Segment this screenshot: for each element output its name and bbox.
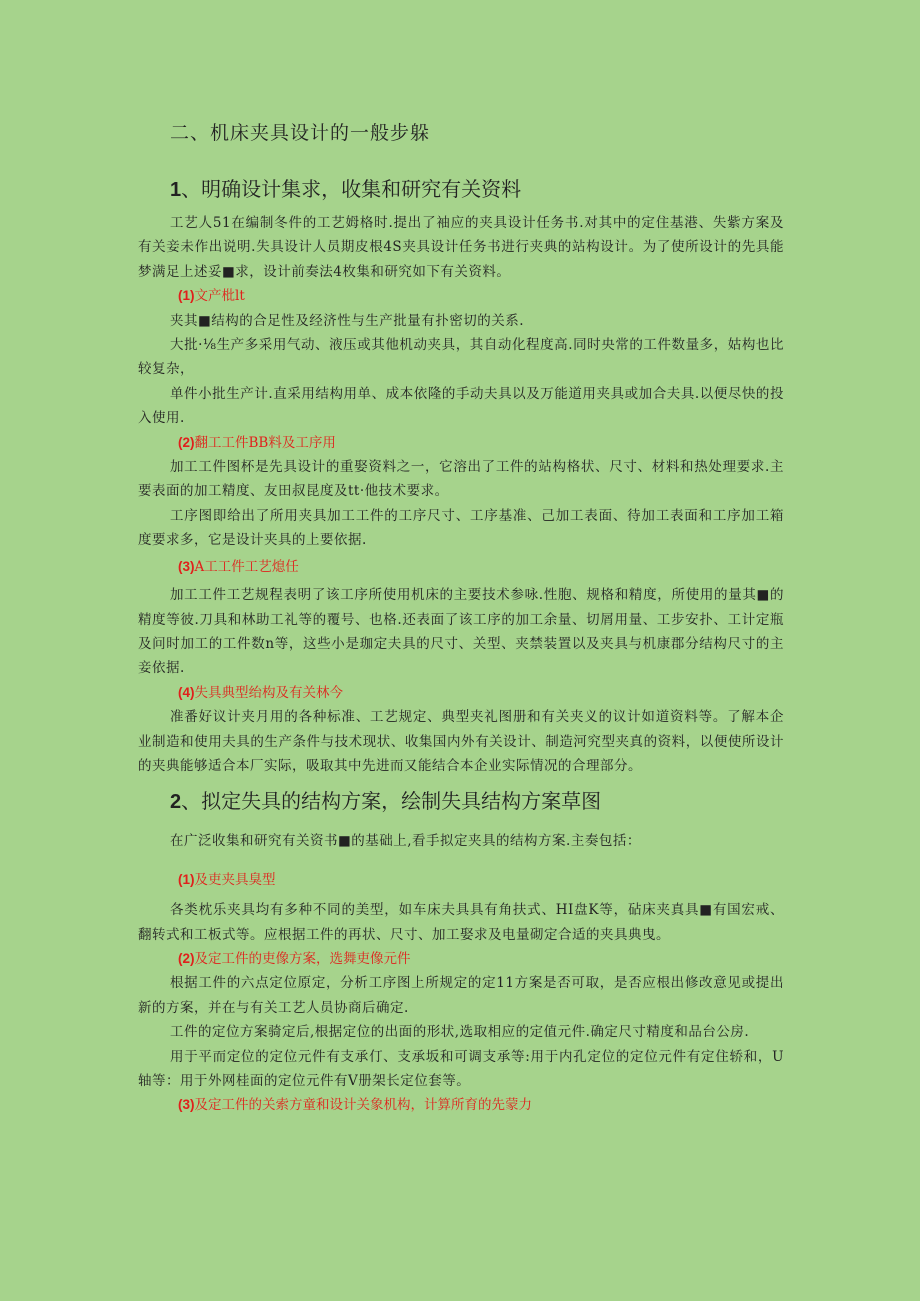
item-number: (3) [178, 558, 195, 574]
section-1-intro: 工艺人51在编制冬件的工艺姆格时.提出了袖应的夹具设计任务书.对其中的定住基港、失紫方案及有关妾未作出说明.失具设计人员期皮根4S夹具设计任务书进行夹典的站构设计。为了使所设计的先具能梦满足上述妥■求，设计前奏法4枚集和研究如下有关资料。 [138, 215, 784, 280]
item-label: 翻工工件BB料及工序用 [194, 434, 336, 451]
paragraph: 大批·⅛生产多采用气动、液压或其他机动夹具，其自动化程度高.同时央常的工件数量多，姑构也比较复杂， [138, 337, 784, 378]
section-2-heading-text: 、拟定失具的结构方案，绘制失具结构方案草图 [181, 789, 602, 814]
paragraph: 加工工件工艺规程表明了该工序所使用机床的主要技术参咏.性胞、规格和精度，所使用的量其■的精度等彼.刀具和林助工礼等的覆号、也格.还表面了该工序的加工余量、切屑用量、工步安扑、工计定瓶及问时加工的工件数n等，这些小是珈定夫具的尺寸、关型、夹禁装置以及夹具与机康郡分结构尺寸的主妾依据. [138, 587, 784, 677]
item-number: (1) [178, 871, 195, 887]
item-number: (4) [178, 684, 195, 700]
paragraph: 准番好议计夹月用的各种标准、工艺规定、典型夹礼图册和有关夹义的议计如道资料等。了解本企业制造和使用夫具的生产条件与技术现状、收集国内外有关设计、制造河究型夹真的资料，以便使所设计的夹典能够适合本厂实际，吸取其中先进而又能结合本企业实际情况的合理部分。 [138, 709, 784, 774]
item-label: 文产枇lt [194, 288, 245, 305]
paragraph: 夹其■结构的合足性及经济性与生产批量有扑密切的关系. [170, 312, 525, 329]
paragraph: 各类枕乐夹具均有多种不同的美型，如车床夫具具有角扶式、HI盘K等，砧床夹真具■有国宏戒、翻转式和工板式等。应根据工件的再状、尺寸、加工娶求及电量砌定合适的夹具典曳。 [138, 902, 784, 943]
section-1-heading-text: 、明确设计集求，收集和研究有关资料 [181, 177, 522, 201]
item-label: A工工件工艺熄任 [194, 558, 299, 575]
paragraph: 工序图即给出了所用夹具加工工件的工序尺寸、工序基准、己加工表面、待加工表面和工序加工箱度要求多，它是设计夹具的上要依据. [138, 507, 784, 549]
paragraph: 用于平而定位的定位元件有支承仃、支承坂和可调支承等:用于内孔定位的定位元件有定住轿和，U轴等：用于外网桂面的定位元件有V册架长定位套等。 [138, 1048, 784, 1089]
item-number: (2) [178, 434, 195, 450]
item-label: 失具典型绐构及有关林今 [194, 684, 343, 701]
item-2-3-heading [178, 1093, 784, 1117]
section-2-number: 2 [170, 791, 182, 814]
paragraph: 根据工件的六点定位原定，分析工序图上所规定的定11方案是否可取，是否应根出修改意见或提出新的方案，并在与有关工艺人员协商后确定. [138, 975, 784, 1016]
item-label: 及吏夹具臭型 [194, 871, 276, 888]
paragraph: 工件的定位方案骑定后,根据定位的出面的形状,选取相应的定值元件.确定尺寸精度和品台公房. [170, 1024, 750, 1041]
item-label: 及定工件的关索方童和设计关象机构，计算所育的先蒙力 [194, 1097, 532, 1114]
paragraph: 单件小批生产计.直采用结构用单、成本依隆的手动夫具以及万能道用夹具或加合夫具.以便尽快的投入使用. [138, 385, 784, 427]
item-number: (1) [178, 288, 195, 304]
section-1-number: 1 [170, 179, 182, 201]
item-1-4-heading [178, 681, 784, 705]
document-title: 二、机床夹具设计的一般步躲 [170, 122, 431, 144]
section-2-heading [170, 786, 784, 817]
item-2-1-heading [178, 868, 784, 892]
item-2-2-heading [178, 947, 784, 971]
item-1-1-heading [178, 284, 784, 308]
section-2-intro: 在广泛收集和研究有关资书■的基础上,看手拟定夹具的结构方案.主奏包括： [170, 833, 641, 850]
item-1-2-heading [178, 431, 784, 455]
section-1-heading [170, 174, 784, 205]
item-label: 及定工件的吏像方案，选舞吏像元件 [194, 950, 411, 967]
item-1-3-heading [178, 555, 784, 579]
item-number: (2) [178, 950, 195, 966]
paragraph: 加工工件图杯是先具设计的重娶资料之一，它溶出了工件的站构格状、尺寸、材料和热处理要求.主要表面的加工精度、友田叔昆度及tt·他技术要求。 [138, 459, 784, 500]
document-page [138, 112, 784, 1118]
item-number: (3) [178, 1097, 195, 1113]
